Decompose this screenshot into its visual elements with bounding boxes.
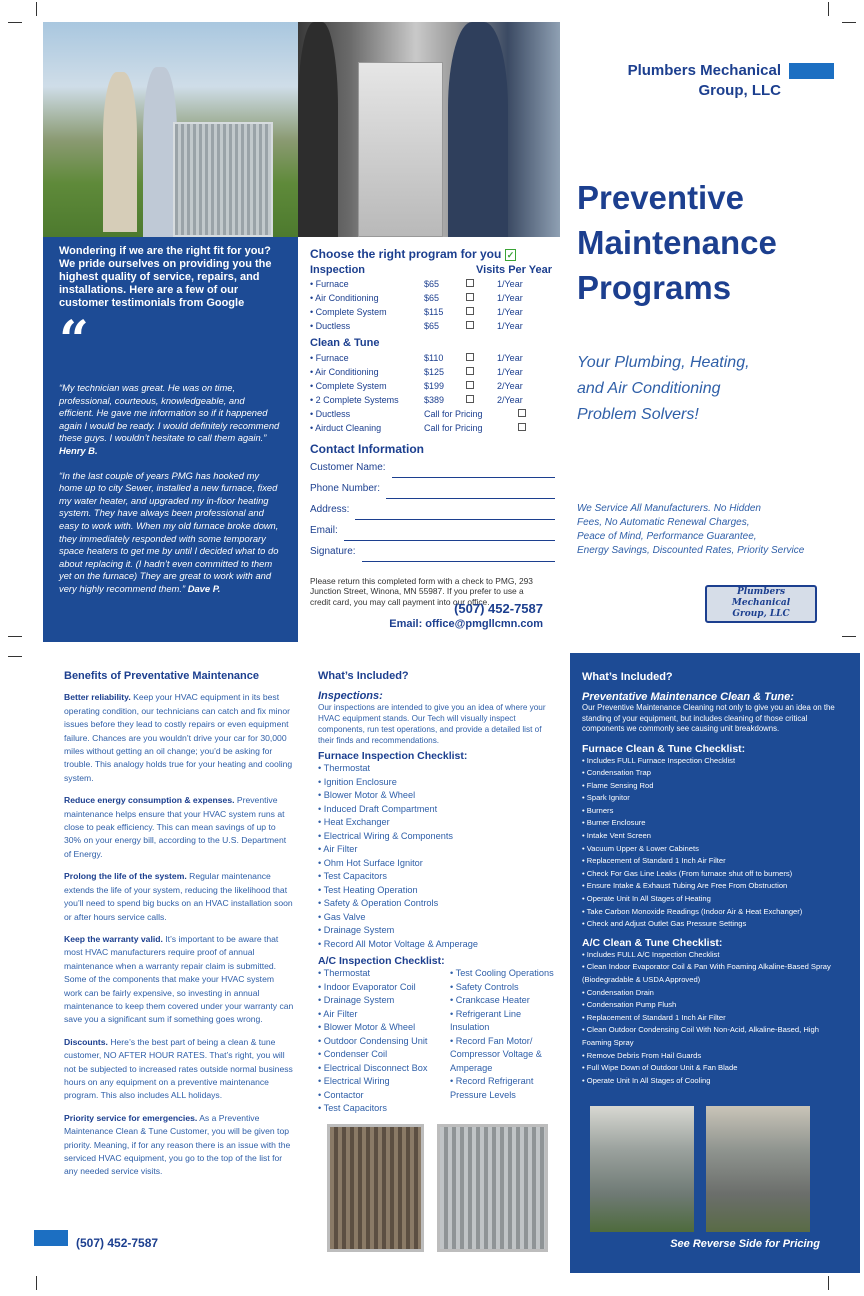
checklist-item: • Electrical Wiring bbox=[318, 1075, 444, 1089]
clean-tune-heading: Clean & Tune bbox=[310, 337, 380, 349]
checklist-item: • Condenser Coil bbox=[318, 1048, 444, 1062]
checklist-item: • Record All Motor Voltage & Amperage bbox=[318, 938, 558, 952]
ac-inspection-heading: A/C Inspection Checklist: bbox=[318, 955, 445, 967]
checklist-item: • Indoor Evaporator Coil bbox=[318, 981, 444, 995]
checklist-item: • Intake Vent Screen bbox=[582, 830, 848, 843]
inspections-text: Our inspections are intended to give you an idea of where your HVAC equipment stands. Our Tech will visually inspect components, run test operations, and provide a detailed list of their finds and recommendations. bbox=[318, 703, 546, 745]
testimonial-2: “In the last couple of years PMG has hooked my home up to city Sewer, installed a new furnace, fixed my water heater, and upgraded my in-floor heating system. They have always been professional and easy to work with. When my old furnace broke down, they immediately responded with some temporary space heaters to get me by until I decided what to do about replacing it. (I hadn’t even committed to them yet on the furnace) They are great to work with and very highly recommend them.” Dave P. bbox=[59, 469, 279, 594]
photo-technician-furnace bbox=[298, 22, 560, 237]
checklist-item: • Burners bbox=[582, 805, 848, 818]
checklist-item: • Ohm Hot Surface Ignitor bbox=[318, 857, 558, 871]
checklist-item: • Ignition Enclosure bbox=[318, 776, 558, 790]
benefit-item: Prolong the life of the system. Regular maintenance extends the life of your system, reducing the likelihood that you’ll need to spend big bucks on an HVAC installation soon or after hours service calls. bbox=[64, 871, 293, 922]
photo-ac-unit-after bbox=[704, 1104, 812, 1234]
checklist-item: • Full Wipe Down of Outdoor Unit & Fan Blade bbox=[582, 1062, 848, 1075]
checklist-item: • Condensation Trap bbox=[582, 767, 848, 780]
included-column bbox=[318, 670, 558, 1116]
company-logo: Plumbers Mechanical Group, LLC bbox=[705, 585, 817, 623]
program-checkbox[interactable] bbox=[464, 365, 497, 379]
checklist-item: • Take Carbon Monoxide Readings (Indoor Air & Heat Exchanger) bbox=[582, 906, 848, 919]
checklist-item: • Drainage System bbox=[318, 924, 558, 938]
checklist-item: • Ensure Intake & Exhaust Tubing Are Free From Obstruction bbox=[582, 880, 848, 893]
program-row: • Furnace $110 1/Year bbox=[310, 353, 523, 363]
program-checkbox[interactable] bbox=[516, 407, 526, 421]
program-row: • Complete System $115 1/Year bbox=[310, 307, 523, 317]
checkmark-icon: ✓ bbox=[506, 250, 515, 260]
form-email: Email: office@pmgllcmn.com bbox=[389, 618, 543, 631]
ac-clean-heading: A/C Clean & Tune Checklist: bbox=[582, 936, 723, 949]
checklist-item: • Spark Ignitor bbox=[582, 792, 848, 805]
inspection-heading: Inspection bbox=[310, 264, 366, 276]
checklist-item: • Electrical Wiring & Components bbox=[318, 830, 558, 844]
checklist-item: • Test Capacitors bbox=[318, 1102, 444, 1116]
tagline: Your Plumbing, Heating, and Air Conditioning Problem Solvers! bbox=[577, 354, 750, 423]
checklist-item: • Includes FULL A/C Inspection Checklist bbox=[582, 949, 848, 962]
checklist-item: • Safety & Operation Controls bbox=[318, 897, 558, 911]
checklist-item: • Induced Draft Compartment bbox=[318, 803, 558, 817]
testimonial-intro: Wondering if we are the right fit for you? We pride ourselves on providing you the highest quality of service, repairs, and installations. Here are a few of our customer testimonials from Google bbox=[59, 245, 272, 309]
photo-homeowners-ac bbox=[43, 22, 298, 237]
service-statement: We Service All Manufacturers. No Hidden Fees, No Automatic Renewal Charges, Peace of Mind, Performance Guarantee, Energy Savings, Discounted Rates, Priority Service bbox=[577, 503, 805, 556]
contact-field[interactable]: Address: bbox=[310, 499, 555, 520]
program-checkbox[interactable] bbox=[464, 351, 497, 365]
program-row: • 2 Complete Systems $389 2/Year bbox=[310, 395, 523, 405]
checklist-item: • Condensation Drain bbox=[582, 987, 848, 1000]
benefit-item: Keep the warranty valid. It’s important to be aware that most HVAC manufacturers require proof of annual maintenance when a warranty repair claim is submitted. Some of the components that make your HVAC system work can be fairly expensive, so investing in annual maintenance to keep them covered under your warranty can save you a significant sum if something goes wrong. bbox=[64, 933, 294, 1025]
program-checkbox[interactable] bbox=[464, 291, 497, 305]
program-checkbox[interactable] bbox=[464, 393, 497, 407]
included-title: What’s Included? bbox=[318, 670, 409, 682]
checklist-item: • Air Filter bbox=[318, 843, 558, 857]
checklist-item: • Test Cooling Operations bbox=[450, 967, 556, 981]
field-line[interactable] bbox=[362, 548, 555, 562]
checklist-item: • Drainage System bbox=[318, 994, 444, 1008]
clean-tune-sub: Preventative Maintenance Clean & Tune: bbox=[582, 691, 794, 703]
clean-tune-text: Our Preventive Maintenance Cleaning not only to give you an idea on the standing of your equipment, but includes cleaning of those critical components we commonly see causing unit breakdowns. bbox=[582, 703, 835, 733]
program-row: • Ductless $65 1/Year bbox=[310, 321, 523, 331]
checklist-item: • Check and Adjust Outlet Gas Pressure Settings bbox=[582, 918, 848, 931]
furnace-inspection-heading: Furnace Inspection Checklist: bbox=[318, 750, 468, 762]
checklist-item: • Refrigerant Line Insulation bbox=[450, 1008, 556, 1035]
contact-field[interactable]: Email: bbox=[310, 520, 555, 541]
program-row: • Ductless Call for Pricing bbox=[310, 407, 555, 421]
contact-field[interactable]: Phone Number: bbox=[310, 478, 555, 499]
photo-coil-dirty bbox=[327, 1124, 424, 1252]
company-name: Plumbers Mechanical Group, LLC bbox=[627, 62, 781, 99]
program-checkbox[interactable] bbox=[516, 421, 526, 435]
benefit-item: Reduce energy consumption & expenses. Preventive maintenance helps ensure that your HVAC system runs at close to peak efficiency. This can mean savings of up to 30% on your energy bill, according to the U.S. Department of Energy. bbox=[64, 795, 287, 859]
checklist-item: • Replacement of Standard 1 Inch Air Filter bbox=[582, 855, 848, 868]
checklist-item: • Safety Controls bbox=[450, 981, 556, 995]
checklist-item: • Gas Valve bbox=[318, 911, 558, 925]
field-line[interactable] bbox=[344, 527, 555, 541]
reverse-side-note: See Reverse Side for Pricing bbox=[670, 1238, 820, 1250]
quote-mark: “ bbox=[59, 310, 89, 371]
checklist-item: • Remove Debris From Hail Guards bbox=[582, 1050, 848, 1063]
brand-bar-bottom bbox=[34, 1230, 68, 1246]
clean-tune-title: What’s Included? bbox=[582, 671, 673, 683]
cover-title: Preventive Maintenance Programs bbox=[577, 179, 777, 306]
program-row: • Furnace $65 1/Year bbox=[310, 279, 523, 289]
testimonials-panel bbox=[43, 237, 298, 642]
field-line[interactable] bbox=[355, 506, 555, 520]
program-checkbox[interactable] bbox=[464, 305, 497, 319]
testimonial-1: “My technician was great. He was on time, professional, courteous, knowledgeable, and efficient. He gave me information so if it happened again I would be ready. I would definitely recommend these guys. I wouldn’t hesitate to call them again.” Henry B. bbox=[59, 382, 280, 456]
checklist-item: • Contactor bbox=[318, 1089, 444, 1103]
contact-field[interactable]: Customer Name: bbox=[310, 457, 555, 478]
program-checkbox[interactable] bbox=[464, 319, 497, 333]
checklist-item: • Flame Sensing Rod bbox=[582, 780, 848, 793]
benefits-column bbox=[64, 670, 294, 1188]
checklist-item: • Blower Motor & Wheel bbox=[318, 1021, 444, 1035]
form-title: Choose the right program for you ✓ bbox=[310, 247, 515, 261]
program-row: • Air Conditioning $125 1/Year bbox=[310, 367, 523, 377]
checklist-item: • Clean Outdoor Condensing Coil With Non-Acid, Alkaline-Based, High Foaming Spray bbox=[582, 1024, 848, 1049]
checklist-item: • Record Refrigerant Pressure Levels bbox=[450, 1075, 556, 1102]
visits-heading: Visits Per Year bbox=[476, 264, 553, 276]
benefit-item: Better reliability. Keep your HVAC equipment in its best operating condition, our technicians can catch and fix minor issues before they lead to costly repairs or even equipment failure. Chances are you wouldn’t drive your car for 30,000 miles without getting an oil change; you’d be asking for trouble. This analogy holds true for your heating and cooling system. bbox=[64, 692, 293, 783]
checklist-item: • Operate Unit In All Stages of Cooling bbox=[582, 1075, 848, 1088]
photo-ac-unit-before bbox=[588, 1104, 696, 1234]
benefit-item: Discounts. Here’s the best part of being a clean & tune customer, NO AFTER HOUR RATES. That’s right, you will not be subjected to increased rates outside normal business hours on any equipment on a preventive maintenance program. This also includes ALL holidays. bbox=[64, 1036, 293, 1101]
checklist-item: • Test Capacitors bbox=[318, 870, 558, 884]
checklist-item: • Vacuum Upper & Lower Cabinets bbox=[582, 843, 848, 856]
checklist-item: • Heat Exchanger bbox=[318, 816, 558, 830]
program-checkbox[interactable] bbox=[464, 379, 497, 393]
checklist-item: • Check For Gas Line Leaks (From furnace shut off to burners) bbox=[582, 868, 848, 881]
checklist-item: • Replacement of Standard 1 Inch Air Filter bbox=[582, 1012, 848, 1025]
checklist-item: • Condensation Pump Flush bbox=[582, 999, 848, 1012]
checklist-item: • Thermostat bbox=[318, 967, 444, 981]
checklist-item: • Clean Indoor Evaporator Coil & Pan With Foaming Alkaline-Based Spray (Biodegradable & USDA Approved) bbox=[582, 961, 848, 986]
program-row: • Air Conditioning $65 1/Year bbox=[310, 293, 523, 303]
form-phone: (507) 452-7587 bbox=[454, 601, 543, 617]
checklist-item: • Burner Enclosure bbox=[582, 817, 848, 830]
photo-coil-clean bbox=[437, 1124, 548, 1252]
program-checkbox[interactable] bbox=[464, 277, 497, 291]
program-row: • Complete System $199 2/Year bbox=[310, 381, 523, 391]
program-row: • Airduct Cleaning Call for Pricing bbox=[310, 421, 555, 435]
checklist-item: • Record Fan Motor/ Compressor Voltage & Amperage bbox=[450, 1035, 556, 1076]
checklist-item: • Thermostat bbox=[318, 762, 558, 776]
inspections-title: Inspections: bbox=[318, 690, 383, 702]
benefits-phone: (507) 452-7587 bbox=[76, 1236, 159, 1250]
field-line[interactable] bbox=[392, 464, 555, 478]
checklist-item: • Crankcase Heater bbox=[450, 994, 556, 1008]
checklist-item: • Test Heating Operation bbox=[318, 884, 558, 898]
benefits-title: Benefits of Preventative Maintenance bbox=[64, 670, 260, 682]
program-form bbox=[310, 246, 555, 630]
checklist-item: • Includes FULL Furnace Inspection Checklist bbox=[582, 755, 848, 768]
checklist-item: • Operate Unit In All Stages of Heating bbox=[582, 893, 848, 906]
contact-field[interactable]: Signature: bbox=[310, 541, 555, 562]
benefit-item: Priority service for emergencies. As a Preventive Maintenance Clean & Tune Customer, you will be given top priority. Meaning, if for any reason there is an issue with the serviced HVAC equipment, you go to the top of the list for any needed service visits. bbox=[64, 1112, 291, 1177]
checklist-item: • Air Filter bbox=[318, 1008, 444, 1022]
furnace-clean-heading: Furnace Clean & Tune Checklist: bbox=[582, 742, 746, 755]
checklist-item: • Outdoor Condensing Unit bbox=[318, 1035, 444, 1049]
brand-bar bbox=[789, 63, 834, 79]
checklist-item: • Electrical Disconnect Box bbox=[318, 1062, 444, 1076]
contact-heading: Contact Information bbox=[310, 442, 424, 456]
return-instructions: Please return this completed form with a check to PMG, 293 Junction Street, Winona, MN 55987. If you prefer to use a credit card, you may call payment into our office. bbox=[310, 576, 533, 607]
field-line[interactable] bbox=[386, 485, 555, 499]
checklist-item: • Blower Motor & Wheel bbox=[318, 789, 558, 803]
